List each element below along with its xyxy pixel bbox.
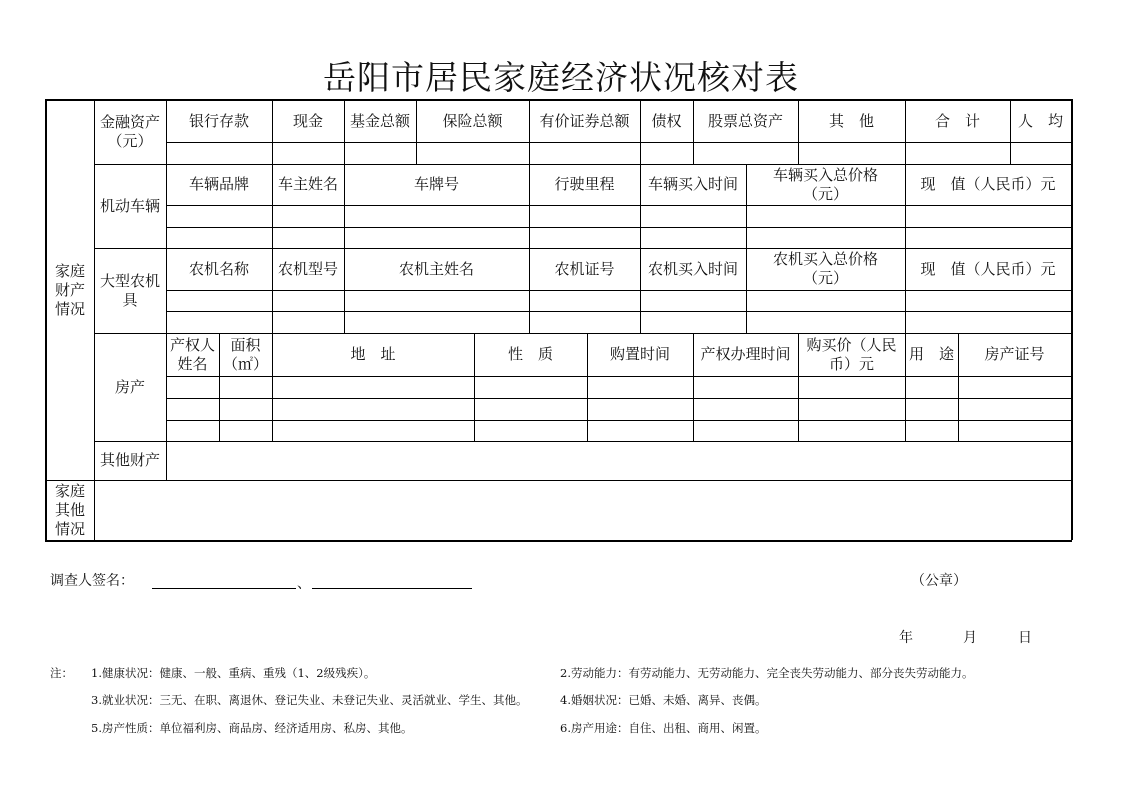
machinery-header: 农机证号 (554, 259, 615, 278)
house-header: 地 址 (350, 345, 396, 363)
house-label: 房产 (114, 377, 145, 396)
rule-h (166, 290, 1071, 291)
rule-h (94, 441, 1071, 442)
house-header: 房产证号 (984, 345, 1045, 363)
rule-h (45, 540, 1072, 542)
machinery-header: 农机买入总价格 （元） (772, 250, 878, 287)
vehicle-label: 机动车辆 (99, 196, 160, 215)
vehicle-header: 车辆买入总价格 （元） (772, 165, 878, 203)
official-seal-label: （公章） (911, 573, 967, 589)
rule-h (166, 376, 1071, 377)
machinery-header: 农机名称 (188, 259, 249, 278)
financial-header: 有价证券总额 (539, 111, 630, 130)
financial-header: 其 他 (828, 111, 874, 130)
vehicle-header: 行驶里程 (554, 175, 615, 193)
financial-header: 人 均 (1017, 111, 1063, 130)
note-item: 3.就业状况：三无、在职、离退休、登记失业、未登记失业、灵活就业、学生、其他。 (91, 693, 528, 707)
house-header: 购置时间 (609, 345, 670, 363)
section-family-property: 家庭 财产 情况 (54, 261, 85, 318)
rule-h (166, 205, 1071, 206)
house-header: 性 质 (507, 345, 553, 363)
house-header: 面积 （㎡） (222, 335, 268, 373)
date-day: 日 (1018, 630, 1032, 646)
financial-header: 合 计 (934, 111, 980, 130)
house-header: 购买价（人民 币）元 (806, 335, 897, 373)
rule-h (45, 480, 1071, 481)
financial-header: 基金总额 (349, 111, 410, 130)
section-family-other: 家庭 其他 情况 (54, 481, 85, 538)
note-item: 6.房产用途：自住、出租、商用、闲置。 (560, 721, 767, 735)
machinery-header: 农机型号 (277, 259, 338, 278)
house-header: 产权人 姓名 (169, 335, 215, 373)
signature-line-2[interactable] (312, 588, 472, 589)
date-month: 月 (963, 630, 977, 646)
vehicle-header: 车辆买入时间 (647, 175, 738, 193)
house-header: 产权办理时间 (700, 345, 791, 363)
vehicle-header: 车牌号 (413, 175, 459, 193)
notes-prefix: 注： (50, 666, 73, 680)
page-title: 岳阳市居民家庭经济状况核对表 (323, 58, 799, 97)
rule-h (166, 227, 1071, 228)
rule-v (1071, 99, 1073, 540)
machinery-header: 农机买入时间 (647, 259, 738, 278)
financial-header: 保险总额 (442, 111, 503, 130)
date-year: 年 (899, 630, 913, 646)
note-item: 4.婚姻状况：已婚、未婚、离异、丧偶。 (560, 693, 767, 707)
rule-h (166, 398, 1071, 399)
vehicle-header: 车辆品牌 (188, 175, 249, 193)
rule-v (166, 441, 167, 480)
other-property-label: 其他财产 (99, 451, 160, 469)
vehicle-header: 车主姓名 (277, 175, 338, 193)
rule-h (166, 142, 1071, 143)
investigator-signature-label: 调查人签名： (50, 573, 134, 589)
note-item: 2.劳动能力：有劳动能力、无劳动能力、完全丧失劳动能力、部分丧失劳动能力。 (560, 666, 974, 680)
rule-h (166, 420, 1071, 421)
financial-header: 股票总资产 (707, 111, 783, 130)
signature-separator: 、 (297, 576, 311, 592)
financial-header: 现金 (292, 111, 323, 130)
financial-header: 银行存款 (188, 111, 249, 130)
note-item: 1.健康状况：健康、一般、重病、重残（1、2级残疾）。 (91, 666, 376, 680)
vehicle-header: 现 值（人民币）元 (920, 175, 1056, 193)
house-header: 用 途 (908, 345, 954, 363)
machinery-header: 现 值（人民币）元 (920, 259, 1056, 278)
signature-line-1[interactable] (152, 588, 296, 589)
machinery-label: 大型农机 具 (99, 271, 160, 309)
financial-label: 金融资产 （元） (99, 113, 160, 150)
machinery-header: 农机主姓名 (398, 259, 474, 278)
financial-header: 债权 (651, 111, 682, 130)
rule-h (166, 311, 1071, 312)
note-item: 5.房产性质：单位福利房、商品房、经济适用房、私房、其他。 (91, 721, 413, 735)
